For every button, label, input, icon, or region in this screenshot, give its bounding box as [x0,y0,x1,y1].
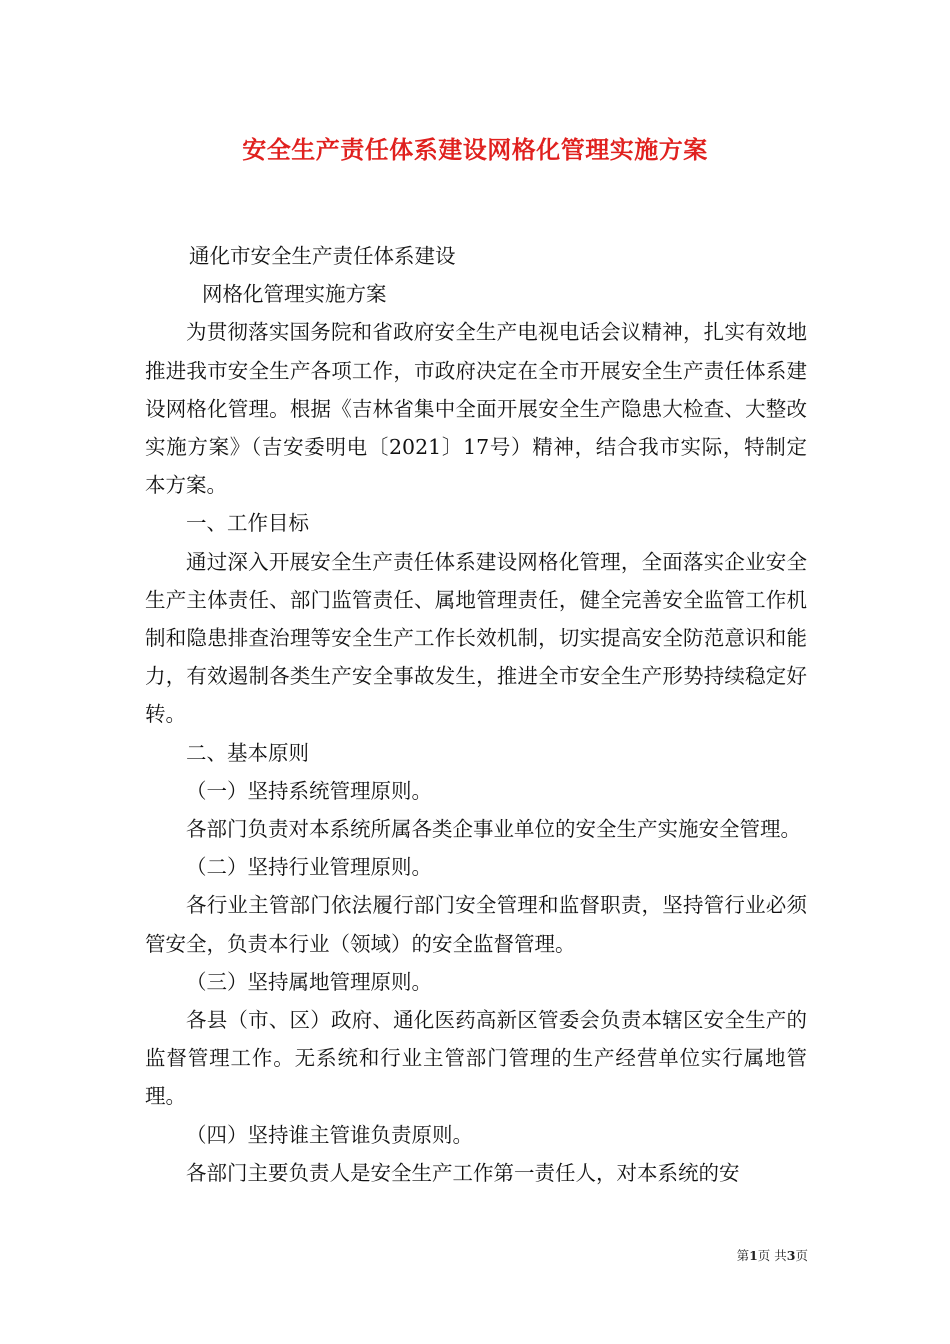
page-number-footer [700,1247,808,1265]
principle-heading-2: （二）坚持行业管理原则。 [186,855,432,880]
principle-text-3: 各县（市、区）政府、通化医药高新区管委会负责本辖区安全生产的监督管理工作。无系统和行业主管部门管理的生产经营单位实行属地管理。 [145,1008,807,1109]
footer-suffix: 页 [795,1248,808,1263]
principle-heading-3: （三）坚持属地管理原则。 [186,969,432,994]
subtitle-line-1: 通化市安全生产责任体系建设 [189,244,456,268]
footer-prefix: 第 [736,1248,750,1263]
paragraph-goals: 通过深入开展安全生产责任体系建设网格化管理，全面落实企业安全生产主体责任、部门监管责任、属地管理责任，健全完善安全监管工作机制和隐患排查治理等安全生产工作长效机制，切实提高安全防范意识和能力，有效遏制各类生产安全事故发生，推进全市安全生产形势持续稳定好转。 [145,549,807,727]
document-body [145,237,807,1192]
principle-text-2: 各行业主管部门依法履行部门安全管理和监督职责，坚持管行业必须管安全，负责本行业（领域）的安全监督管理。 [145,893,807,956]
subtitle-line-2: 网格化管理实施方案 [202,282,387,307]
footer-middle: 页 共 [757,1248,787,1263]
principle-text-4: 各部门主要负责人是安全生产工作第一责任人，对本系统的安 [186,1160,740,1185]
principle-heading-1: （一）坚持系统管理原则。 [186,778,432,803]
principle-heading-4: （四）坚持谁主管谁负责原则。 [186,1122,473,1147]
section-heading-principles: 二、基本原则 [186,740,309,765]
section-heading-goals: 一、工作目标 [186,511,309,536]
footer-current-page: 1 [749,1248,758,1263]
principle-text-1: 各部门负责对本系统所属各类企事业单位的安全生产实施安全管理。 [186,817,801,842]
document-title: 安全生产责任体系建设网格化管理实施方案 [242,135,708,164]
paragraph-intro: 为贯彻落实国务院和省政府安全生产电视电话会议精神，扎实有效地推进我市安全生产各项工作，市政府决定在全市开展安全生产责任体系建设网格化管理。根据《吉林省集中全面开展安全生产隐患大检查、大整改实施方案》（吉安委明电〔2021〕17号）精神，结合我市实际，特制定本方案。 [145,320,807,498]
footer-total-pages: 3 [786,1248,796,1263]
